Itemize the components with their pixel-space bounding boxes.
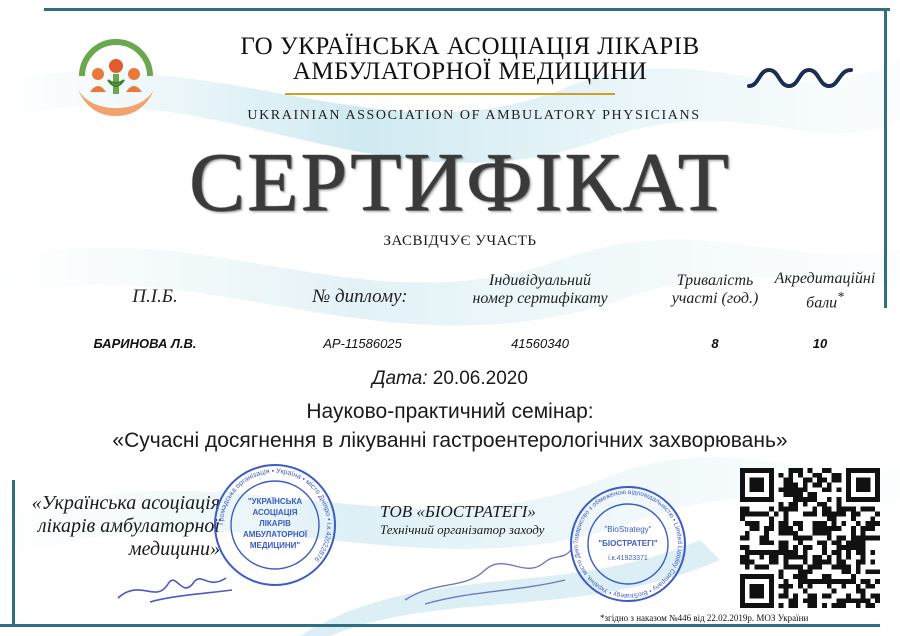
event-type: Науково-практичний семінар: <box>306 400 594 423</box>
svg-text:АСОЦІАЦІЯ: АСОЦІАЦІЯ <box>252 508 298 517</box>
cell-name: БАРИНОВА Л.В. <box>93 336 197 351</box>
organization-title <box>200 34 740 84</box>
header-name: П.І.Б. <box>132 286 178 307</box>
svg-text:МЕДИЦИНИ": МЕДИЦИНИ" <box>249 541 301 550</box>
header-duration-line2: участі (год.) <box>671 290 759 307</box>
header-cert-number <box>450 272 630 308</box>
cell-diploma: АР-11586025 <box>323 336 402 351</box>
svg-text:АМБУЛАТОРНОЇ: АМБУЛАТОРНОЇ <box>242 530 308 539</box>
svg-text:ЛІКАРІВ: ЛІКАРІВ <box>259 519 291 528</box>
header-cert-number-line1: Індивідуальний <box>489 272 591 289</box>
handwritten-signature-right <box>395 540 575 610</box>
confirms-participation: ЗАСВІДЧУЄ УЧАСТЬ <box>383 233 537 249</box>
title-divider <box>285 93 615 95</box>
signature-organization <box>14 492 220 561</box>
event-title: «Сучасні досягнення в лікуванні гастроентерологічних захворювань» <box>112 429 788 452</box>
header-cert-number-line2: номер сертифікату <box>472 290 608 307</box>
header-duration-line1: Тривалість <box>676 272 754 289</box>
signature-organization-line1: «Українська асоціація <box>31 492 220 514</box>
association-logo <box>70 30 162 122</box>
signature-organization-line3: медицини» <box>128 538 220 560</box>
cell-duration: 8 <box>711 336 719 351</box>
wave-logo-icon <box>745 60 855 96</box>
signature-organization-line2: лікарів амбулаторної <box>37 515 220 537</box>
cell-points: 10 <box>812 336 828 351</box>
header-points-asterisk: * <box>837 289 844 304</box>
svg-text:Товариство з обмеженою відпові: Товариство з обмеженою відповідальністю • Limited Liability Company • BioStrategy • Україна, місто Дніп <box>572 488 684 600</box>
frame-top-border <box>44 8 890 11</box>
svg-text:"БІОСТРАТЕГІ": "БІОСТРАТЕГІ" <box>598 539 658 548</box>
qr-code[interactable] <box>740 468 880 608</box>
certificate-heading: СЕРТИФІКАТ <box>188 136 731 229</box>
svg-text:Громадська організація • Украї: Громадська організація • Україна • місто Дніпро • і.к.42022876 <box>217 467 333 563</box>
organization-title-line1: ГО УКРАЇНСЬКА АСОЦІАЦІЯ ЛІКАРІВ <box>240 33 700 60</box>
header-duration <box>655 272 775 308</box>
organization-title-line2: АМБУЛАТОРНОЇ МЕДИЦИНИ <box>292 58 648 85</box>
header-points-line1: Акредитаційні <box>774 270 876 287</box>
organization-title-en: UKRAINIAN ASSOCIATION OF AMBULATORY PHYSICIANS <box>247 108 701 123</box>
header-points <box>765 270 885 312</box>
organization-stamp <box>212 462 338 588</box>
company-name: ТОВ «БІОСТРАТЕГІ» <box>380 502 536 521</box>
frame-bottom-border <box>0 624 880 627</box>
frame-right-border <box>884 8 887 308</box>
footnote: *згідно з наказом №446 від 22.02.2019р. МОЗ України <box>600 613 809 623</box>
header-diploma: № диплому: <box>312 286 408 307</box>
svg-text:"УКРАЇНСЬКА: "УКРАЇНСЬКА <box>247 497 303 506</box>
svg-text:і.к.41923371: і.к.41923371 <box>608 555 648 562</box>
header-points-line2: бали <box>806 294 838 312</box>
cell-cert-number: 41560340 <box>511 336 569 351</box>
event-date <box>250 368 650 390</box>
event-date-label: Дата: <box>372 368 428 389</box>
event-date-value: 20.06.2020 <box>432 368 528 389</box>
company-stamp <box>568 484 688 604</box>
svg-text:"BioStrategy": "BioStrategy" <box>604 525 652 534</box>
company-role: Технічний організатор заходу <box>380 522 545 537</box>
